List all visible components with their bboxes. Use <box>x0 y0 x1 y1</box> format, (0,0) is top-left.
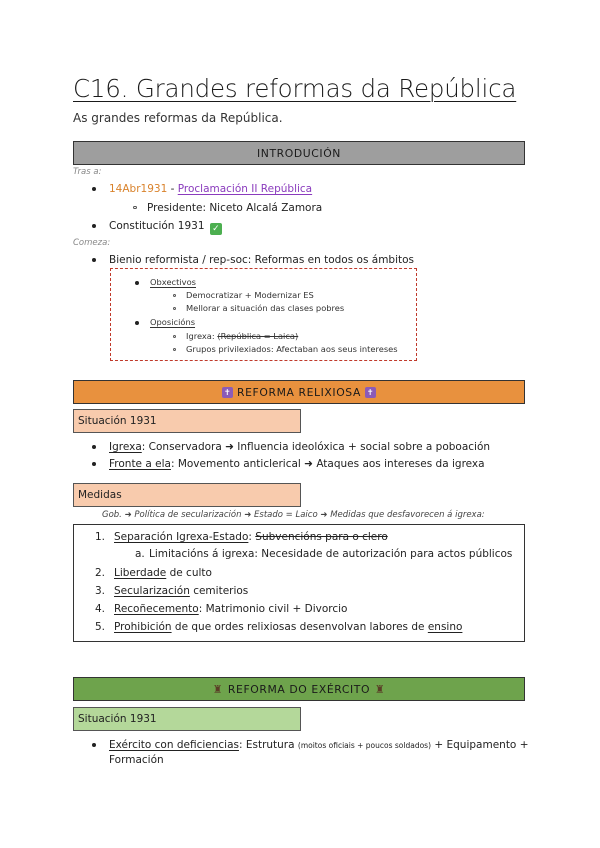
opposition-church <box>186 331 298 342</box>
objective-item: Democratizar + Modernizar ES <box>186 290 314 300</box>
army-situation-label <box>73 707 301 731</box>
prayer-icon: ✝ <box>223 387 232 397</box>
opposition-church-strike: (República = Laica) <box>217 331 299 341</box>
army-item-cont: Formación <box>109 754 164 766</box>
measure-4-text: : Matrimonio civil + Divorcio <box>198 603 348 615</box>
proclamation-date: 14Abr1931 <box>109 183 168 195</box>
constitution-label: Constitución 1931 <box>109 220 205 232</box>
army-text2: + Equipamento + <box>431 739 529 751</box>
measure-1a-text: Limitacións á igrexa: Necesidade de autorización para actos públicos <box>149 548 513 560</box>
army-term: Exército con deficiencias <box>109 739 239 751</box>
bienio-item: Bienio reformista / rep-soc: Reformas en todos os ámbitos <box>109 254 415 266</box>
church-item <box>109 440 490 454</box>
measure-4-term: Recoñecemento <box>114 603 199 615</box>
measure-5-num: 5. <box>95 621 106 633</box>
measure-1-sep: : <box>248 531 256 543</box>
objectives-label: Obxectivos <box>150 277 196 287</box>
measure-1a <box>135 547 513 561</box>
army-situation-text: Situación 1931 <box>78 713 157 725</box>
check-icon: ✓ <box>210 223 222 235</box>
against-term: Fronte a ela <box>109 458 171 470</box>
against-text: : Movemento anticlerical ➜ Ataques aos intereses da igrexa <box>170 458 485 470</box>
religious-situation-text: Situación 1931 <box>78 415 157 427</box>
comeza-label: Comeza: <box>73 238 111 248</box>
opposition-label: Oposicións <box>150 317 196 327</box>
measure-1a-num: a. <box>135 548 145 560</box>
religious-header-label: REFORMA RELIXIOSA <box>237 385 361 399</box>
proclamation-dash: - <box>167 183 178 195</box>
soldier-icon: ♜ <box>374 682 386 696</box>
measure-1 <box>95 530 388 544</box>
objective-item: Mellorar a situación das clases pobres <box>186 303 345 313</box>
soldier-icon: ♜ <box>212 682 224 696</box>
opposition-groups: Grupos privilexiados: Afectaban aos seus intereses <box>186 344 398 354</box>
religious-situation-label <box>73 409 301 433</box>
measure-1-num: 1. <box>95 531 106 543</box>
page-title: C16. Grandes reformas da República <box>73 74 517 103</box>
page-subtitle: As grandes reformas da República. <box>73 111 283 125</box>
opposition-church-prefix: Igrexa: <box>186 331 218 341</box>
measure-2 <box>95 566 212 580</box>
tras-label: Tras a: <box>73 167 102 177</box>
measure-4 <box>95 602 348 616</box>
measures-label <box>73 483 301 507</box>
army-small: (moitos oficiais + poucos soldados) <box>297 741 432 750</box>
measure-3-term: Secularización <box>114 585 190 597</box>
measure-1-strike: Subvencións para o clero <box>255 531 388 543</box>
president-item: Presidente: Niceto Alcalá Zamora <box>147 202 323 214</box>
measure-4-num: 4. <box>95 603 106 615</box>
measure-5-term2: ensino <box>427 621 463 633</box>
army-header <box>73 677 525 701</box>
measure-2-text: de culto <box>166 567 212 579</box>
measures-label-text: Medidas <box>78 489 122 501</box>
measure-3-num: 3. <box>95 585 106 597</box>
army-text1: : Estrutura <box>238 739 298 751</box>
religious-header <box>73 380 525 404</box>
measure-2-num: 2. <box>95 567 106 579</box>
intro-header <box>73 141 525 165</box>
measure-2-term: Liberdade <box>114 567 167 579</box>
measure-3 <box>95 584 249 598</box>
gov-note: Gob. ➜ Política de secularización ➜ Estado = Laico ➜ Medidas que desfavorecen á igrexa: <box>102 510 485 520</box>
constitution-item <box>109 219 222 235</box>
measure-1-term: Separación Igrexa-Estado <box>114 531 249 543</box>
measure-5-term: Prohibición <box>114 621 172 633</box>
measure-5-text: de que ordes relixiosas desenvolvan labores de <box>171 621 428 633</box>
prayer-icon: ✝ <box>366 387 375 397</box>
church-text: : Conservadora ➜ Influencia ideolóxica + social sobre a poboación <box>141 441 491 453</box>
measure-5 <box>95 620 463 634</box>
proclamation-item <box>109 182 312 196</box>
intro-header-label: INTRODUCIÓN <box>257 146 341 160</box>
church-term: Igrexa <box>109 441 142 453</box>
army-item <box>109 738 529 753</box>
army-header-label: REFORMA DO EXÉRCITO <box>227 682 371 696</box>
measure-3-text: cemiterios <box>189 585 249 597</box>
proclamation-link[interactable]: Proclamación II República <box>177 183 313 195</box>
against-item <box>109 457 485 471</box>
